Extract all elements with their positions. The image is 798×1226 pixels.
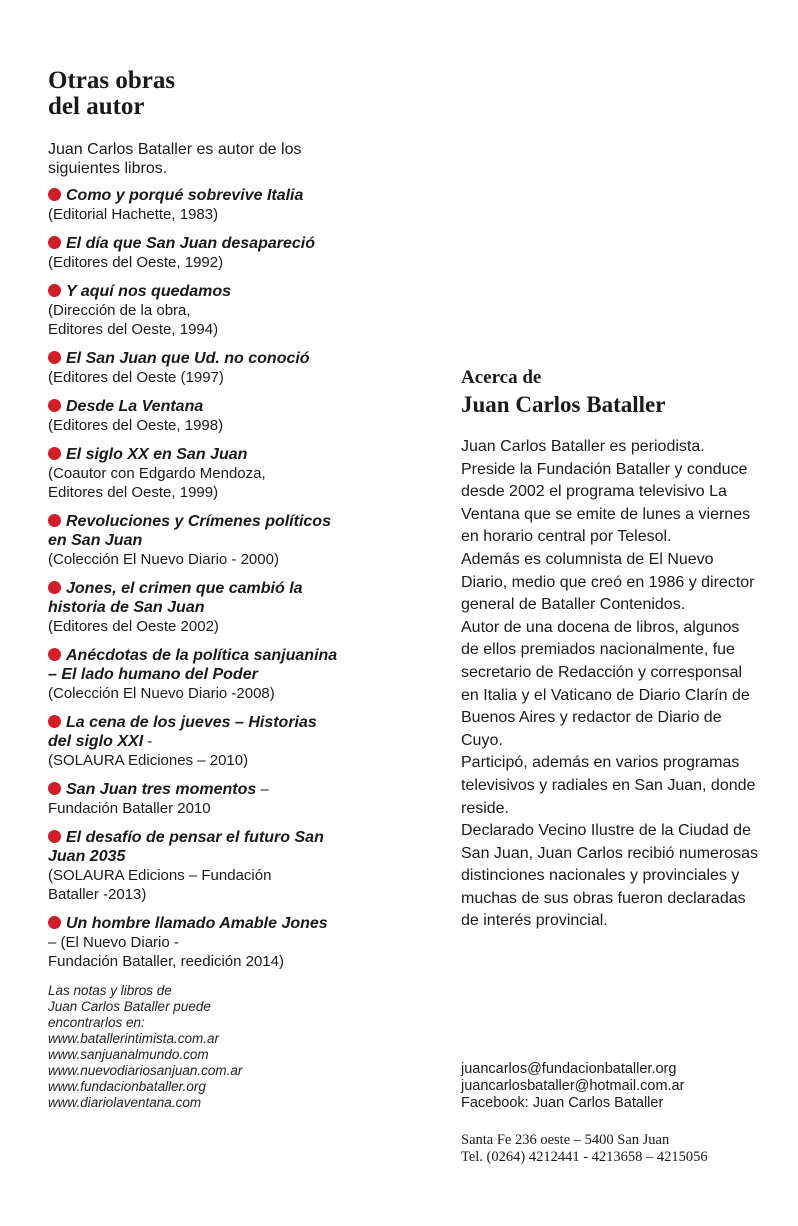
book-item [48,579,338,636]
contact-block [461,1061,781,1112]
red-bullet-icon [48,916,61,929]
book-detail: (Editorial Hachette, 1983) [48,206,219,223]
email-foundation: juancarlos@fundacionbataller.org [461,1061,677,1077]
book-detail: (Editores del Oeste, 1992) [48,254,224,271]
book-item [48,282,338,339]
about-heading-name: Juan Carlos Bataller [461,392,666,417]
red-bullet-icon [48,648,61,661]
bio-paragraph: Además es columnista de El Nuevo Diario, medio que creó en 1986 y director general de Bataller Contenidos. [461,550,755,614]
book-detail: (Editores del Oeste 2002) [48,618,219,635]
red-bullet-icon [48,399,61,412]
book-title: Y aquí nos quedamos [66,283,232,300]
book-title: Jones, el crimen que cambió la historia de San Juan [48,580,303,616]
book-title: El siglo XX en San Juan [66,446,248,463]
heading-line-1: Otras obras [48,67,176,94]
book-detail: (Coautor con Edgardo Mendoza, Editores del Oeste, 1999) [48,465,266,501]
red-bullet-icon [48,188,61,201]
book-item [48,646,338,703]
red-bullet-icon [48,284,61,297]
book-detail: – (El Nuevo Diario - Fundación Bataller, reedición 2014) [48,934,284,970]
bio-paragraph: Declarado Vecino Ilustre de la Ciudad de San Juan, Juan Carlos recibió numerosas distinciones nacionales y provinciales y muchas de sus obras fueron declaradas de interés provincial. [461,822,759,930]
bio-paragraph: Juan Carlos Bataller es periodista. Preside la Fundación Bataller y conduce desde 2002 el programa televisivo La Ventana que se emite de lunes a viernes en horario central por Telesol. [461,438,751,546]
book-item [48,780,338,818]
red-bullet-icon [48,351,61,364]
red-bullet-icon [48,581,61,594]
other-works-heading [48,68,338,120]
book-detail: (Colección El Nuevo Diario -2008) [48,685,275,702]
book-item [48,234,338,272]
book-title: El San Juan que Ud. no conoció [66,350,310,367]
heading-line-2: del autor [48,93,145,120]
book-detail: (SOLAURA Edicions – Fundación Bataller -2013) [48,867,272,903]
book-item [48,828,338,904]
about-author-column [461,366,761,933]
book-title: La cena de los jueves – Historias del siglo XXI [48,714,317,750]
red-bullet-icon [48,715,61,728]
red-bullet-icon [48,514,61,527]
other-works-column [48,68,338,1111]
book-item [48,186,338,224]
book-item [48,512,338,569]
intro-text: Juan Carlos Bataller es autor de los siguientes libros. [48,141,302,177]
book-title: Un hombre llamado Amable Jones [66,915,328,932]
bio-paragraph: Autor de una docena de libros, algunos de ellos premiados nacionalmente, fue secretario de Redacción y corresponsal en Italia y el Vaticano de Diario Clarín de Buenos Aires y redactor de Diario de Cuyo. [461,618,750,749]
book-detail: (Colección El Nuevo Diario - 2000) [48,551,279,568]
red-bullet-icon [48,236,61,249]
book-title: Desde La Ventana [66,398,204,415]
red-bullet-icon [48,447,61,460]
book-title: El día que San Juan desapareció [66,235,315,252]
book-item [48,397,338,435]
book-detail: (Editores del Oeste, 1998) [48,417,224,434]
book-detail: (Editores del Oeste (1997) [48,369,224,386]
book-title: San Juan tres momentos [66,781,257,798]
address-block [461,1132,781,1166]
bio-paragraph: Participó, además en varios programas televisivos y radiales en San Juan, donde reside. [461,754,756,817]
book-title: El desafío de pensar el futuro San Juan 2035 [48,829,324,865]
notes-text: Las notas y libros de Juan Carlos Bataller puede encontrarlos en: www.batallerintimista.com.ar www.sanjuanalmundo.com www.nuevodiariosanjuan.com.ar www.fundacionbataller.org www.diariolaventana.com [48,983,243,1110]
book-detail: (Dirección de la obra, Editores del Oeste, 1994) [48,302,219,338]
book-title: Revoluciones y Crímenes políticos en San Juan [48,513,331,549]
book-item [48,445,338,502]
bio-text [461,436,761,933]
book-title: Como y porqué sobrevive Italia [66,187,304,204]
email-hotmail: juancarlosbataller@hotmail.com.ar [461,1078,685,1094]
red-bullet-icon [48,782,61,795]
book-item [48,349,338,387]
facebook-text: Facebook: Juan Carlos Bataller [461,1095,664,1111]
book-title: Anécdotas de la política sanjuanina – El lado humano del Poder [48,647,338,683]
book-list [48,186,338,971]
book-item [48,713,338,770]
phone-text: Tel. (0264) 4212441 - 4213658 – 4215056 [461,1149,708,1165]
book-item [48,914,338,971]
about-heading-small: Acerca de [461,367,542,388]
red-bullet-icon [48,830,61,843]
book-detail: - (SOLAURA Ediciones – 2010) [48,733,249,769]
address-text: Santa Fe 236 oeste – 5400 San Juan [461,1132,670,1148]
book-detail: – Fundación Bataller 2010 [48,781,269,817]
